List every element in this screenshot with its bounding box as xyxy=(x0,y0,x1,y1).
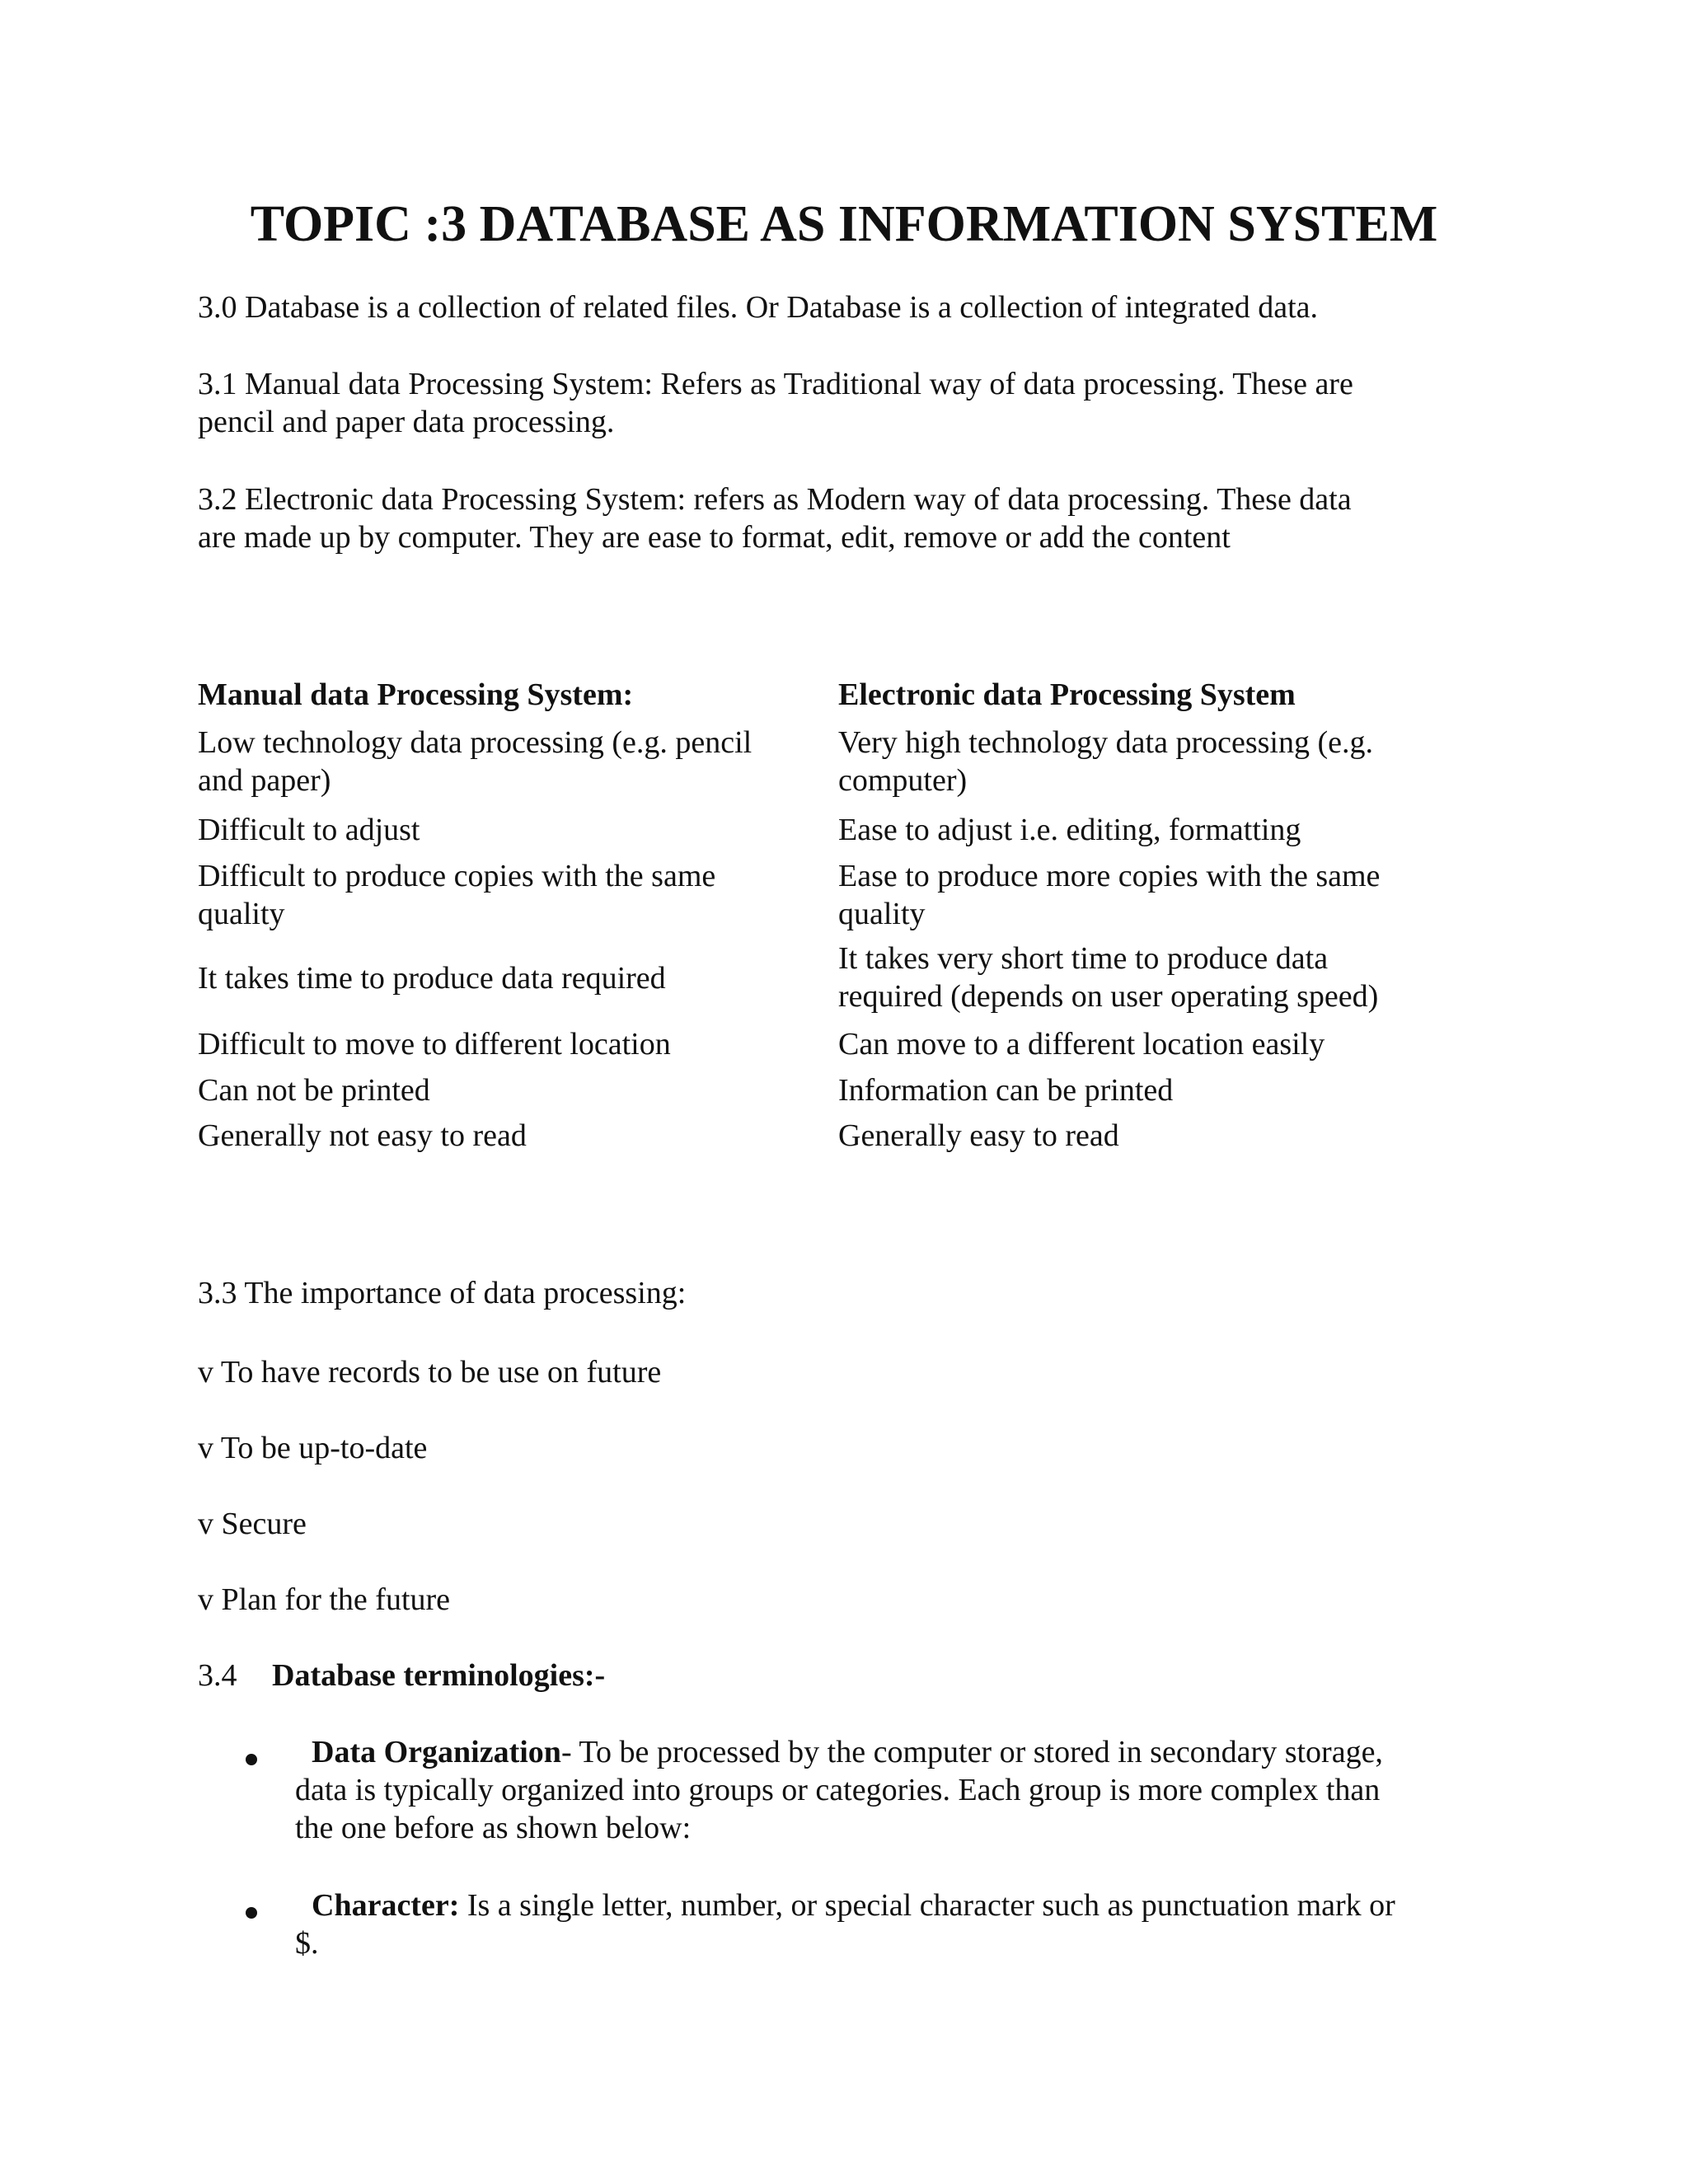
bullet-first-line xyxy=(312,1733,1383,1771)
text-line: 3.2 Electronic data Processing System: refers as Modern way of data processing. These data xyxy=(198,482,1352,517)
cell-line: Difficult to move to different location xyxy=(198,1027,671,1062)
list-item: v To have records to be use on future xyxy=(198,1355,662,1390)
bullet-icon xyxy=(246,1907,257,1919)
section-3-3-heading: 3.3 The importance of data processing: xyxy=(198,1276,687,1310)
section-3-4-number: 3.4 xyxy=(198,1658,237,1693)
term-definition: Is a single letter, number, or special character such as punctuation mark or xyxy=(459,1888,1395,1923)
cell-line: Difficult to adjust xyxy=(198,813,420,847)
bullet-first-line xyxy=(312,1886,1395,1924)
cell-line: Generally not easy to read xyxy=(198,1118,527,1153)
cell-line: It takes very short time to produce data xyxy=(838,941,1329,976)
text-line: data is typically organized into groups or categories. Each group is more complex than xyxy=(295,1773,1381,1807)
cell-line: required (depends on user operating speed) xyxy=(838,979,1379,1014)
table-cell-manual xyxy=(198,724,791,799)
list-item: v Plan for the future xyxy=(198,1582,451,1617)
cell-line: Information can be printed xyxy=(838,1073,1174,1108)
cell-line: Very high technology data processing (e.g. xyxy=(838,725,1373,760)
term-label: Data Organization xyxy=(312,1735,561,1769)
section-3-2 xyxy=(198,480,1467,556)
cell-line: Low technology data processing (e.g. pencil xyxy=(198,725,753,760)
cell-line: Can move to a different location easily xyxy=(838,1027,1325,1062)
table-cell-electronic xyxy=(838,940,1465,1015)
table-cell-manual xyxy=(198,959,791,997)
bullet-continuation xyxy=(295,1924,1465,1962)
table-cell-manual xyxy=(198,811,791,849)
cell-line: quality xyxy=(838,897,926,931)
section-3-4-heading: Database terminologies:- xyxy=(272,1658,606,1693)
cell-line: and paper) xyxy=(198,763,331,798)
table-cell-electronic xyxy=(838,857,1465,933)
section-3-0 xyxy=(198,288,1467,326)
text-line: $. xyxy=(295,1926,319,1961)
table-cell-manual xyxy=(198,857,791,933)
table-cell-manual xyxy=(198,1071,791,1109)
cell-line: It takes time to produce data required xyxy=(198,961,666,996)
table-cell-electronic xyxy=(838,1117,1465,1155)
text-line: are made up by computer. They are ease to format, edit, remove or add the content xyxy=(198,520,1231,555)
term-definition: - To be processed by the computer or stored in secondary storage, xyxy=(560,1735,1383,1769)
table-cell-electronic xyxy=(838,1071,1465,1109)
section-3-1 xyxy=(198,365,1467,441)
cell-line: Difficult to produce copies with the same xyxy=(198,859,716,893)
bullet-continuation xyxy=(295,1771,1465,1847)
text-line: the one before as shown below: xyxy=(295,1811,692,1845)
cell-line: quality xyxy=(198,897,285,931)
table-header-manual: Manual data Processing System: xyxy=(198,677,634,712)
table-header-electronic: Electronic data Processing System xyxy=(838,677,1296,712)
table-cell-electronic xyxy=(838,1025,1465,1063)
table-cell-manual xyxy=(198,1025,791,1063)
text-line: pencil and paper data processing. xyxy=(198,405,615,439)
table-cell-electronic xyxy=(838,724,1465,799)
cell-line: Can not be printed xyxy=(198,1073,430,1108)
table-cell-electronic xyxy=(838,811,1465,849)
bullet-icon xyxy=(246,1754,257,1765)
page-title: TOPIC :3 DATABASE AS INFORMATION SYSTEM xyxy=(250,196,1438,252)
list-item: v Secure xyxy=(198,1507,307,1541)
cell-line: Generally easy to read xyxy=(838,1118,1119,1153)
table-cell-manual xyxy=(198,1117,791,1155)
cell-line: Ease to produce more copies with the same xyxy=(838,859,1381,893)
cell-line: computer) xyxy=(838,763,968,798)
term-label: Character: xyxy=(312,1888,460,1923)
text-line: 3.0 Database is a collection of related files. Or Database is a collection of integrated data. xyxy=(198,290,1319,325)
list-item: v To be up-to-date xyxy=(198,1431,428,1465)
text-line: 3.1 Manual data Processing System: Refers as Traditional way of data processing. These are xyxy=(198,367,1353,401)
cell-line: Ease to adjust i.e. editing, formatting xyxy=(838,813,1301,847)
